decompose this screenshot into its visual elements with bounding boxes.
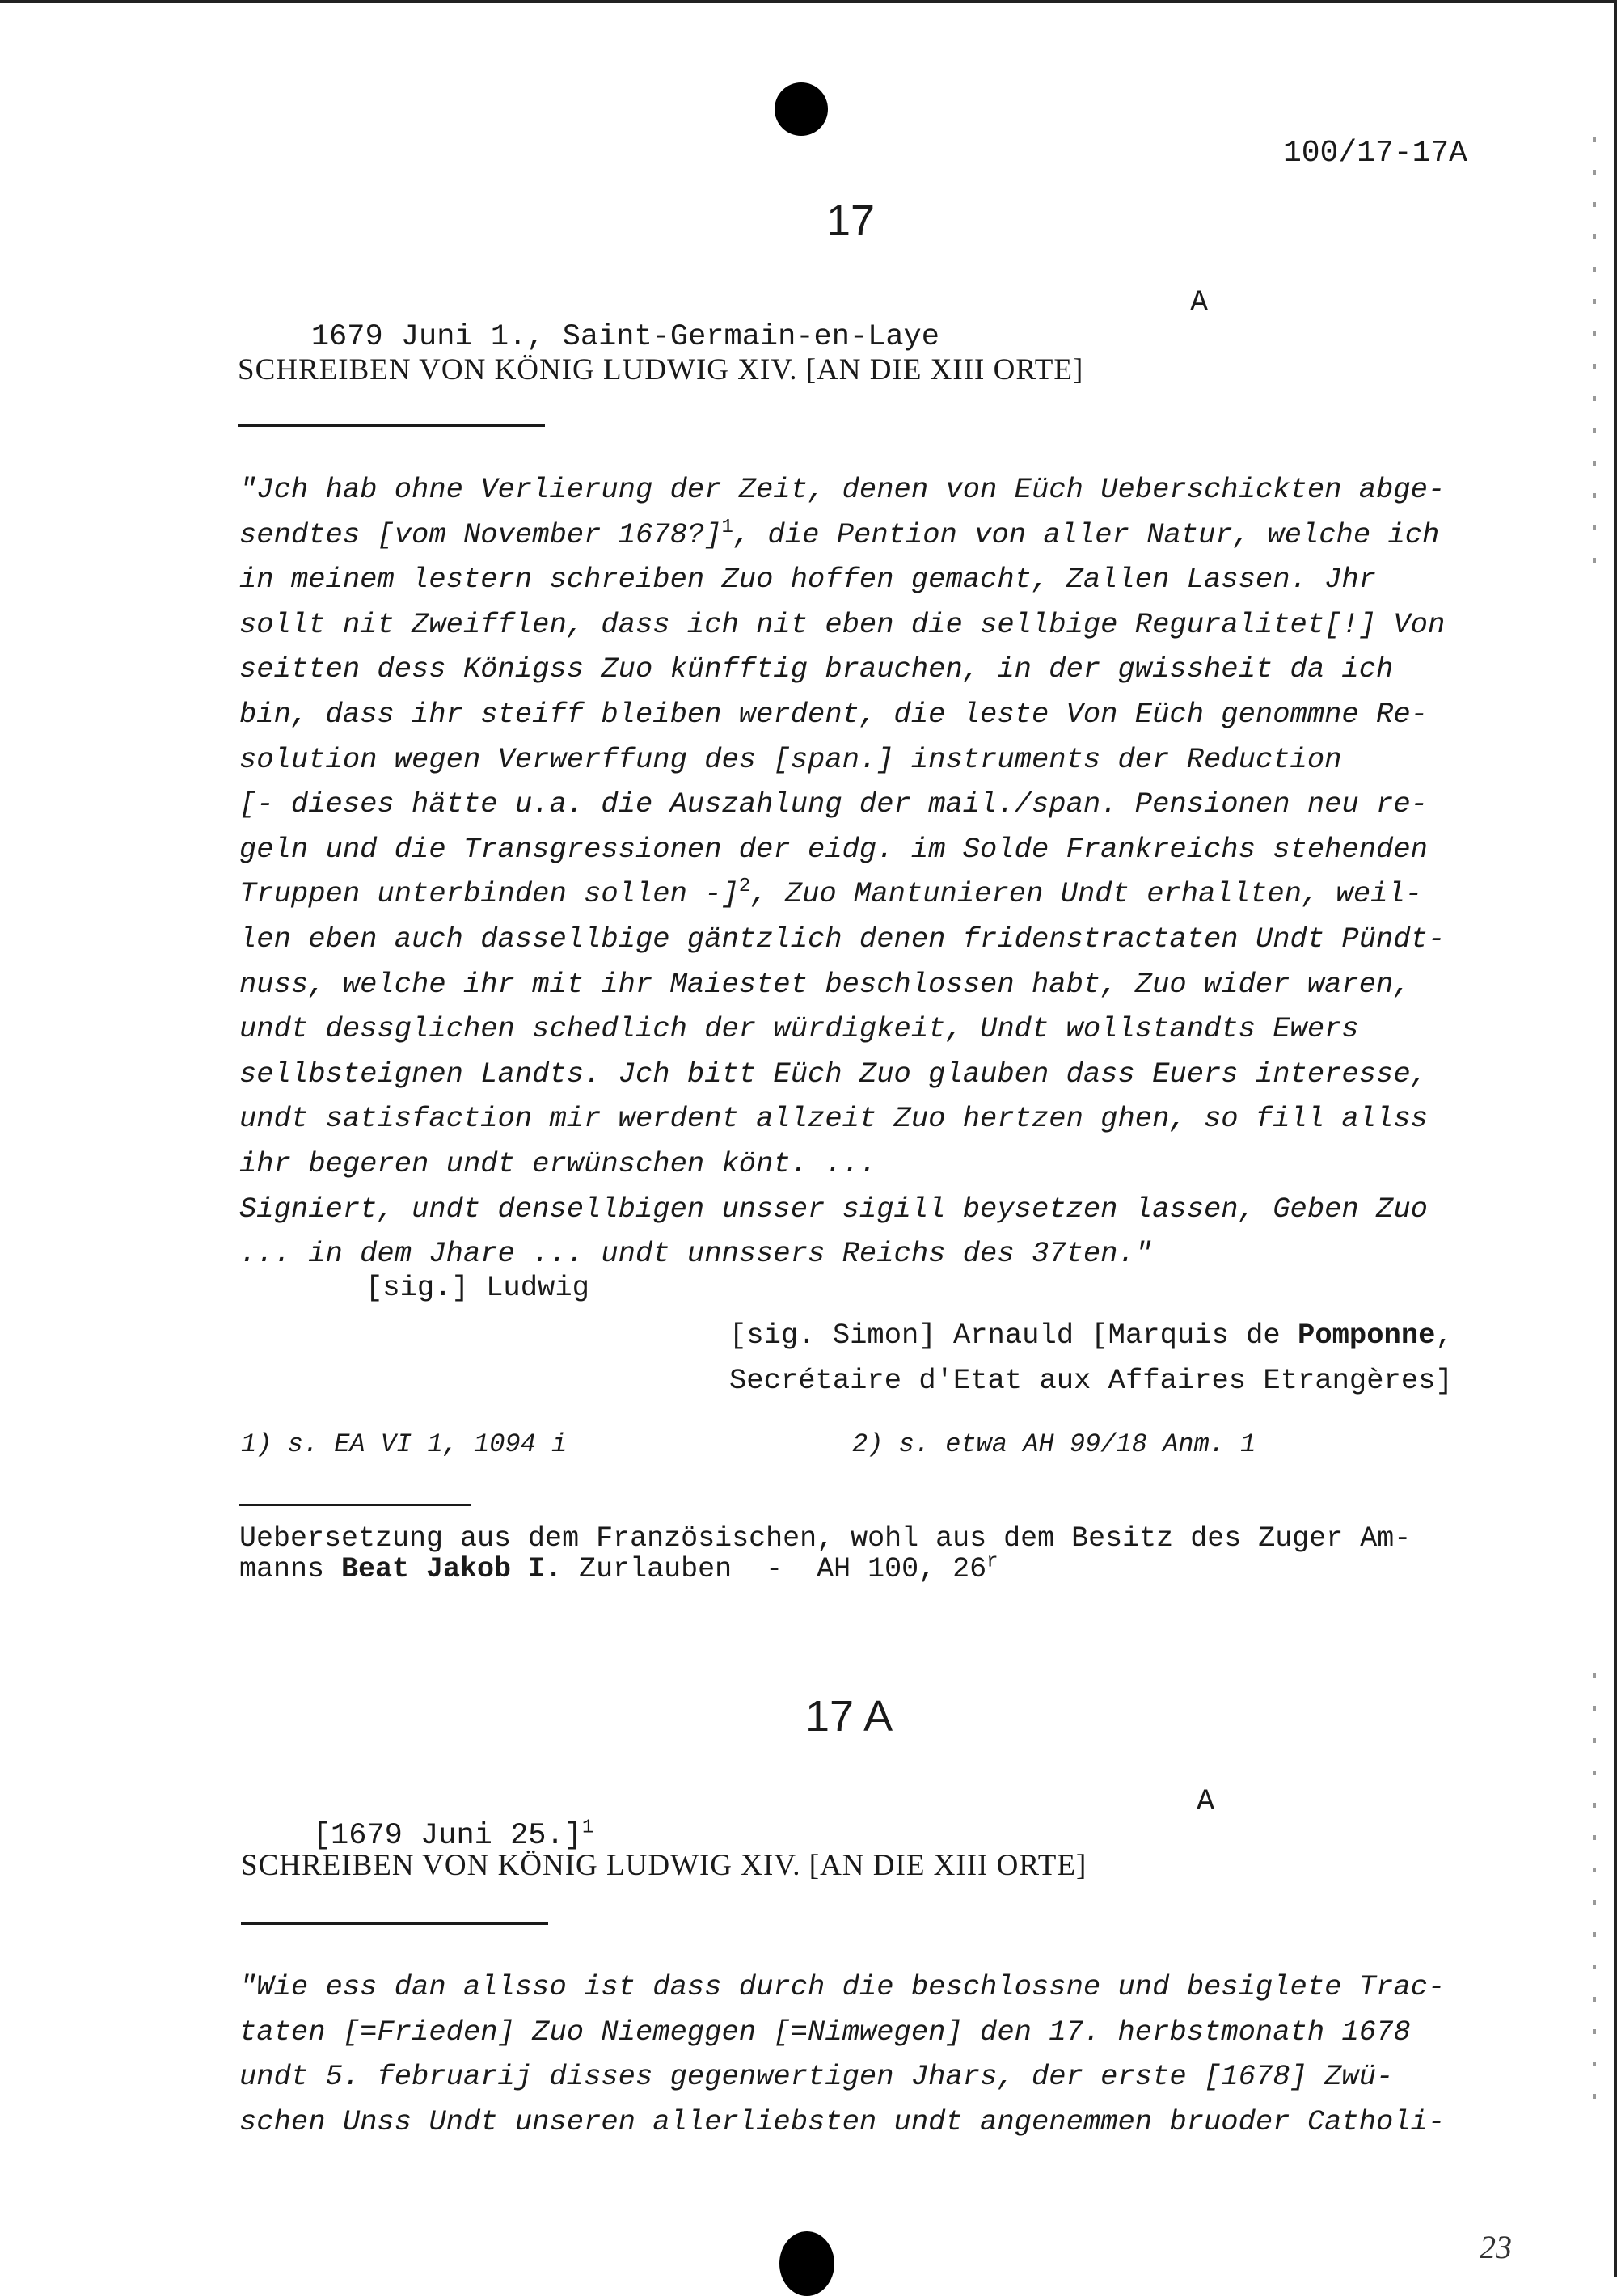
margin-marks xyxy=(1593,1673,1596,2126)
secretary-title: Secrétaire d'Etat aux Affaires Etrangères] xyxy=(729,1364,1453,1397)
page-number: 23 xyxy=(1480,2229,1512,2265)
letter-body-2: "Wie ess dan allsso ist dass durch die beschlossne und besiglete Trac- taten [=Frieden] Zuo Niemeggen [=Nimwegen] den 17. herbstmonath 1678 undt 5. februarij disses gegenwertigen Jhars, der erste [1678] Zwü- schen Unss Undt unseren allerliebsten undt angenemmen bruoder Catholi- xyxy=(239,1970,1446,2138)
margin-marks xyxy=(1593,137,1596,574)
punch-hole-bottom xyxy=(779,2231,834,2296)
punch-hole-top xyxy=(775,82,828,136)
source-name-bold: Beat Jakob I. xyxy=(341,1553,563,1585)
source-line-1: Uebersetzung aus dem Französischen, wohl aus dem Besitz des Zuger Am- xyxy=(239,1522,1412,1555)
class-letter: A xyxy=(1190,286,1209,320)
source-note xyxy=(239,1523,1411,1585)
scan-edge-right xyxy=(1614,0,1617,2277)
date-place-text: 1679 Juni 1., Saint-Germain-en-Laye xyxy=(310,320,939,354)
divider xyxy=(239,1504,471,1506)
class-letter-2: A xyxy=(1197,1785,1215,1819)
secretary-prefix: [sig. Simon] Arnauld [Marquis de xyxy=(729,1319,1298,1352)
signature-secretary xyxy=(729,1313,1453,1403)
divider xyxy=(238,424,545,427)
footnote-1: 1) s. EA VI 1, 1094 i xyxy=(241,1429,568,1459)
reference-code: 100/17-17A xyxy=(1282,136,1467,171)
signature-king: [sig.] Ludwig xyxy=(365,1271,589,1304)
source-superscript: r xyxy=(986,1551,998,1573)
document-number-2: 17 A xyxy=(805,1692,893,1741)
document-number: 17 xyxy=(826,196,876,245)
source-line-2-post: Zurlauben - AH 100, 26 xyxy=(562,1553,987,1585)
date-2-text: [1679 Juni 25.] xyxy=(312,1819,582,1853)
secretary-name-bold: Pomponne xyxy=(1298,1319,1436,1352)
divider xyxy=(241,1922,548,1925)
document-title: SCHREIBEN VON KÖNIG LUDWIG XIV. [AN DIE XIII ORTE] xyxy=(238,353,1084,386)
date-2-superscript: 1 xyxy=(581,1817,594,1839)
secretary-suffix: , xyxy=(1435,1319,1453,1352)
letter-body: "Jch hab ohne Verlierung der Zeit, denen von Eüch Ueberschickten abge- sendtes [vom November 1678?]$^1$, die Pention von aller Natur, welche ich in meinem lestern schreiben Zuo hoffen gemacht, Zallen Lassen. Jhr sollt nit Zweifflen, dass ich nit eben die sellbige Reguralitet[!] Von seitten dess Königss Zuo künfftig brauchen, in der gwissheit da ich bin, dass ihr steiff bleiben werdent, die leste Von Eüch genommne Re- solution wegen Verwerffung des [span.] instruments der Reduction [- dieses hätte u.a. die Auszahlung der mail./span. Pensionen neu re- geln und die Transgressionen der eidg. im Solde Frankreichs stehenden Truppen unterbinden sollen -]$^2$, Zuo Mantunieren Undt erhallten, weil- len eben auch dassellbige gäntzlich denen fridenstractaten Undt Pündt- nuss, welche ihr mit ihr Maiestet beschlossen habt, Zuo wider waren, undt dessglichen schedlich der würdigkeit, Undt wollstandts Ewers sellbsteignen Landts. Jch bitt Eüch Zuo glauben dass Euers interesse, undt satisfaction mir werdent allzeit Zuo hertzen ghen, so fill allss ihr begeren undt erwünschen könt. ... Signiert, undt densellbigen unsser sigill beysetzen lassen, Geben Zuo ... in dem Jhare ... undt unnssers Reichs des 37ten." xyxy=(239,473,1446,1271)
footnote-2: 2) s. etwa AH 99/18 Anm. 1 xyxy=(852,1429,1256,1459)
source-line-2-pre: manns xyxy=(239,1553,342,1585)
scan-edge-top xyxy=(0,0,1617,3)
document-title-2: SCHREIBEN VON KÖNIG LUDWIG XIV. [AN DIE XIII ORTE] xyxy=(241,1849,1087,1882)
